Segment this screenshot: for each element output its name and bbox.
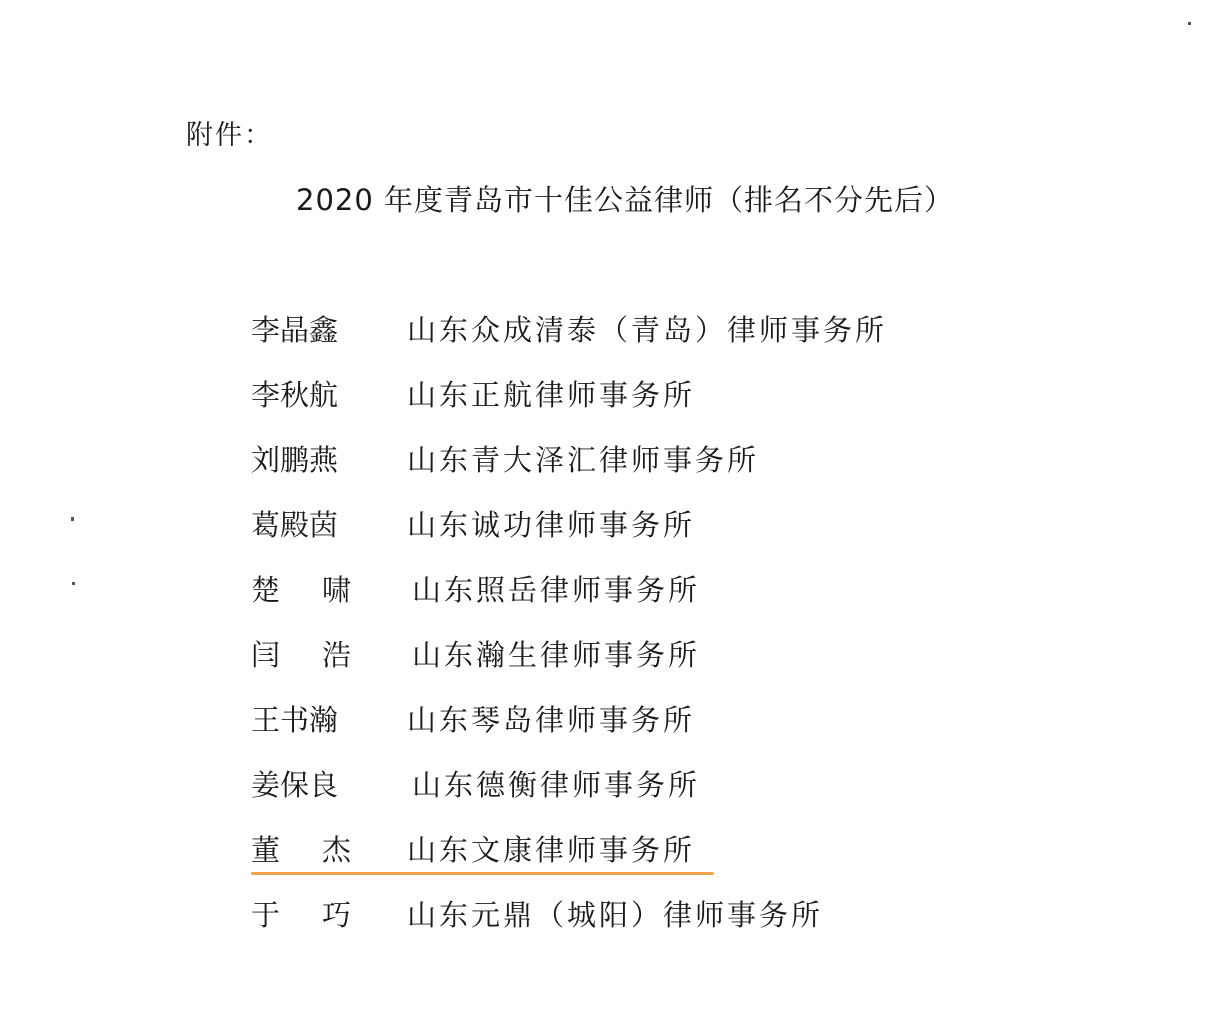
lawyer-name: 姜保良 xyxy=(251,768,339,802)
law-firm: 山东青大泽汇律师事务所 xyxy=(407,443,760,477)
lawyer-name xyxy=(251,633,351,677)
law-firm: 山东诚功律师事务所 xyxy=(407,508,696,542)
law-firm: 山东照岳律师事务所 xyxy=(412,573,701,607)
lawyer-name xyxy=(251,893,351,937)
lawyer-name xyxy=(251,828,351,872)
law-firm: 山东众成清泰（青岛）律师事务所 xyxy=(407,313,888,347)
lawyer-name xyxy=(251,568,351,612)
scan-speck xyxy=(72,582,75,585)
law-firm: 山东德衡律师事务所 xyxy=(412,768,701,802)
law-firm: 山东瀚生律师事务所 xyxy=(412,638,701,672)
lawyer-name: 刘鹏燕 xyxy=(251,443,339,477)
law-firm: 山东琴岛律师事务所 xyxy=(407,703,696,737)
lawyer-name-given: 巧 xyxy=(321,898,351,932)
lawyer-name-surname: 闫 xyxy=(251,638,281,672)
attachment-label: 附件： xyxy=(186,120,273,151)
lawyer-name-given: 浩 xyxy=(321,638,351,672)
lawyer-name-given: 啸 xyxy=(321,573,351,607)
lawyer-name: 李晶鑫 xyxy=(251,313,339,347)
scan-speck xyxy=(1188,22,1191,25)
law-firm: 山东正航律师事务所 xyxy=(407,378,696,412)
lawyer-name-surname: 于 xyxy=(251,898,281,932)
lawyer-name-surname: 董 xyxy=(251,833,281,867)
lawyer-name: 王书瀚 xyxy=(251,703,339,737)
document-title: 2020 年度青岛市十佳公益律师（排名不分先后） xyxy=(296,183,955,217)
lawyer-name-given: 杰 xyxy=(321,833,351,867)
law-firm: 山东元鼎（城阳）律师事务所 xyxy=(407,898,824,932)
highlight-underline xyxy=(251,872,714,875)
lawyer-name: 葛殿茵 xyxy=(251,508,339,542)
lawyer-name: 李秋航 xyxy=(251,378,339,412)
lawyer-name-surname: 楚 xyxy=(251,573,281,607)
scan-speck xyxy=(71,517,74,521)
law-firm: 山东文康律师事务所 xyxy=(407,833,696,867)
